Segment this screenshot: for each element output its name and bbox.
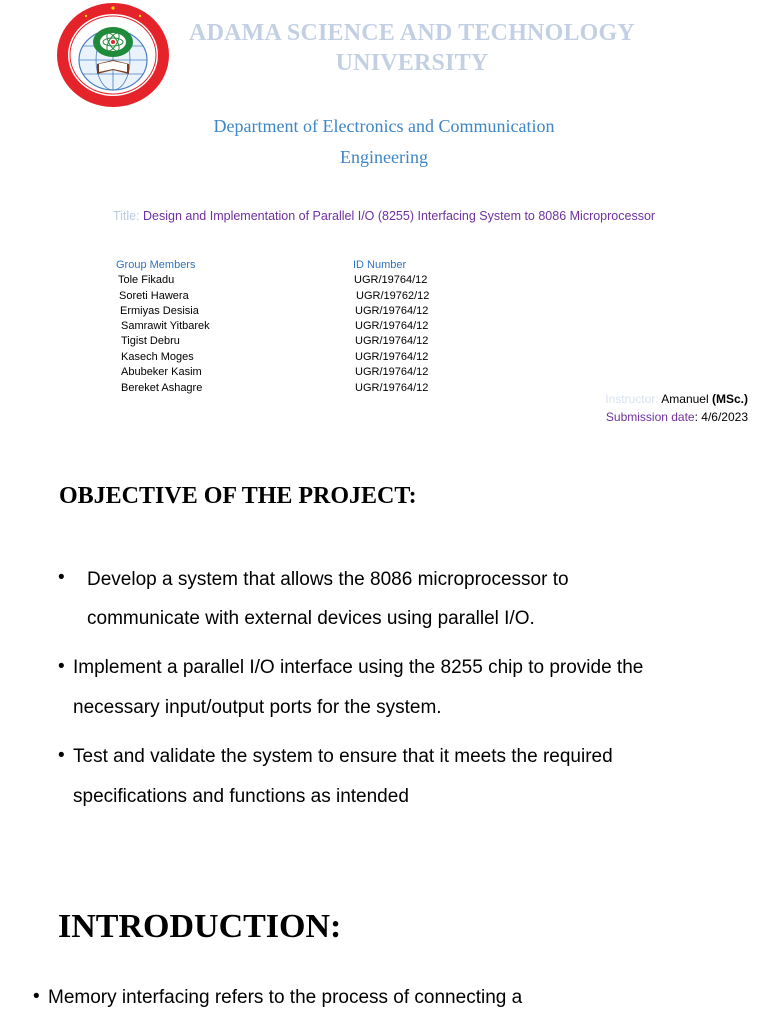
university-name <box>170 18 654 78</box>
member-name: Samrawit Yitbarek <box>121 320 210 332</box>
objective-item-3-line2: specifications and functions as intended <box>73 786 409 807</box>
instructor-name: Amanuel <box>661 392 709 406</box>
bullet-icon: • <box>58 656 65 677</box>
id-number-header: ID Number <box>353 259 407 271</box>
member-id: UGR/19764/12 <box>355 305 429 317</box>
member-id: UGR/19764/12 <box>354 274 428 286</box>
member-id: UGR/19764/12 <box>355 335 429 347</box>
instructor-line <box>605 392 748 406</box>
group-members-header: Group Members <box>116 259 196 271</box>
member-name: Abubeker Kasim <box>121 366 202 378</box>
title-text: Design and Implementation of Parallel I/O (8255) Interfacing System to 8086 Microprocessor <box>143 209 656 223</box>
title-label: Title: <box>112 209 140 223</box>
member-id: UGR/19762/12 <box>356 290 430 302</box>
objective-item-3-line1: Test and validate the system to ensure that it meets the required <box>73 746 613 767</box>
instructor-degree: (MSc.) <box>712 392 748 406</box>
member-id: UGR/19764/12 <box>355 320 429 332</box>
submission-date: : 4/6/2023 <box>694 410 748 424</box>
project-title <box>0 209 768 223</box>
university-name-line1: ADAMA SCIENCE AND TECHNOLOGY <box>189 20 635 46</box>
objective-heading: OBJECTIVE OF THE PROJECT: <box>59 483 417 509</box>
objective-item-2-line1: Implement a parallel I/O interface using the 8255 chip to provide the <box>73 657 644 678</box>
bullet-icon: • <box>58 745 65 766</box>
instructor-label: Instructor: <box>605 392 659 406</box>
member-name: Soreti Hawera <box>119 290 189 302</box>
submission-line <box>606 410 748 424</box>
introduction-heading: INTRODUCTION: <box>58 908 342 945</box>
objective-item-2-line2: necessary input/output ports for the system. <box>73 697 442 718</box>
member-name: Tole Fikadu <box>118 274 175 286</box>
university-logo <box>56 2 170 108</box>
member-name: Bereket Ashagre <box>121 382 203 394</box>
bullet-icon: • <box>58 567 65 588</box>
department-line2: Engineering <box>340 147 428 167</box>
introduction-first-line: Memory interfacing refers to the process of connecting a <box>48 987 523 1008</box>
submission-label: Submission date <box>605 410 695 424</box>
member-id: UGR/19764/12 <box>355 351 429 363</box>
objective-item-1-line2: communicate with external devices using parallel I/O. <box>87 608 535 629</box>
department-line1: Department of Electronics and Communication <box>213 116 555 136</box>
member-name: Ermiyas Desisia <box>120 305 199 317</box>
member-name: Kasech Moges <box>121 351 194 363</box>
bullet-icon: • <box>33 986 40 1007</box>
member-name: Tigist Debru <box>121 335 180 347</box>
member-id: UGR/19764/12 <box>355 382 429 394</box>
member-id: UGR/19764/12 <box>355 366 429 378</box>
university-name-line2: UNIVERSITY <box>335 50 489 76</box>
objective-item-1-line1: Develop a system that allows the 8086 microprocessor to <box>87 569 569 590</box>
